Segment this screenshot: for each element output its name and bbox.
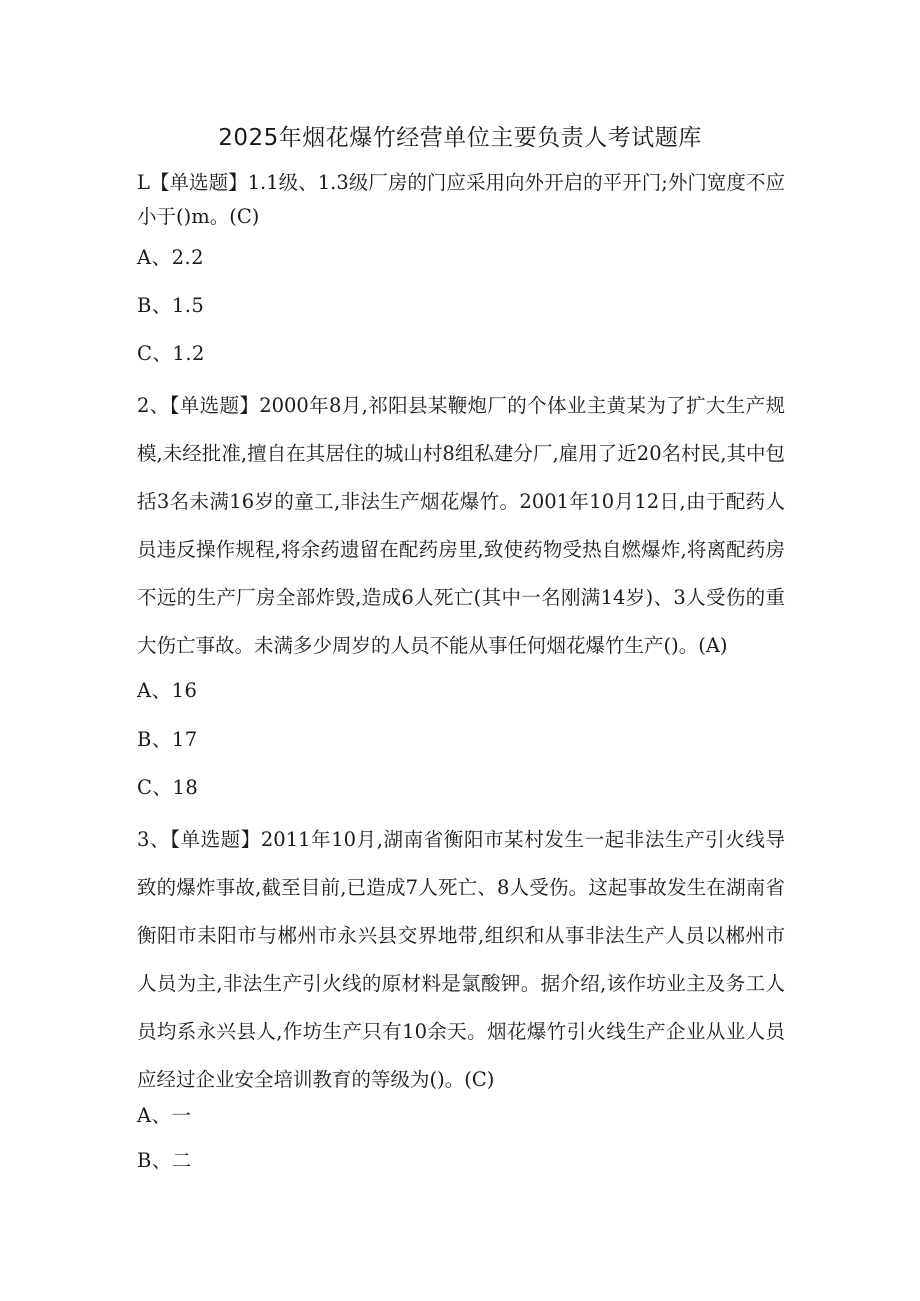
- question-2-text: 2、【单选题】2000年8月,祁阳县某鞭炮厂的个体业主黄某为了扩大生产规模,未经批准,擅自在其居住的城山村8组私建分厂,雇用了近20名村民,其中包括3名未满16岁的童工,非法生产烟花爆竹。2001年10月12日,由于配药人员违反操作规程,将余药遗留在配药房里,致使药物受热自燃爆炸,将离配药房不远的生产厂房全部炸毁,造成6人死亡(其中一名刚满14岁)、3人受伤的重大伤亡事故。未满多少周岁的人员不能从事任何烟花爆竹生产()。(A): [137, 394, 785, 657]
- question-1-option-a: A、2.2: [137, 246, 205, 269]
- question-3-text: 3、【单选题】2011年10月,湖南省衡阳市某村发生一起非法生产引火线导致的爆炸事故,截至目前,已造成7人死亡、8人受伤。这起事故发生在湖南省衡阳市耒阳市与郴州市永兴县交界地带,组织和从事非法生产人员以郴州市人员为主,非法生产引火线的原材料是氯酸钾。据介绍,该作坊业主及务工人员均系永兴县人,作坊生产只有10余天。烟花爆竹引火线生产企业从业人员应经过企业安全培训教育的等级为()。(C): [137, 828, 785, 1091]
- question-2-option-c: C、18: [137, 776, 199, 799]
- question-1-text: L【单选题】1.1级、1.3级厂房的门应采用向外开启的平开门;外门宽度不应小于()m。(C): [137, 171, 785, 228]
- question-1-option-b: B、1.5: [137, 294, 205, 317]
- document-title: 2025年烟花爆竹经营单位主要负责人考试题库: [218, 125, 702, 151]
- question-2-option-a: A、16: [137, 679, 198, 702]
- question-2-option-b: B、17: [137, 728, 198, 751]
- question-3-option-a: A、一: [137, 1104, 192, 1127]
- question-1-option-c: C、1.2: [137, 342, 205, 365]
- question-3-option-b: B、二: [137, 1149, 192, 1172]
